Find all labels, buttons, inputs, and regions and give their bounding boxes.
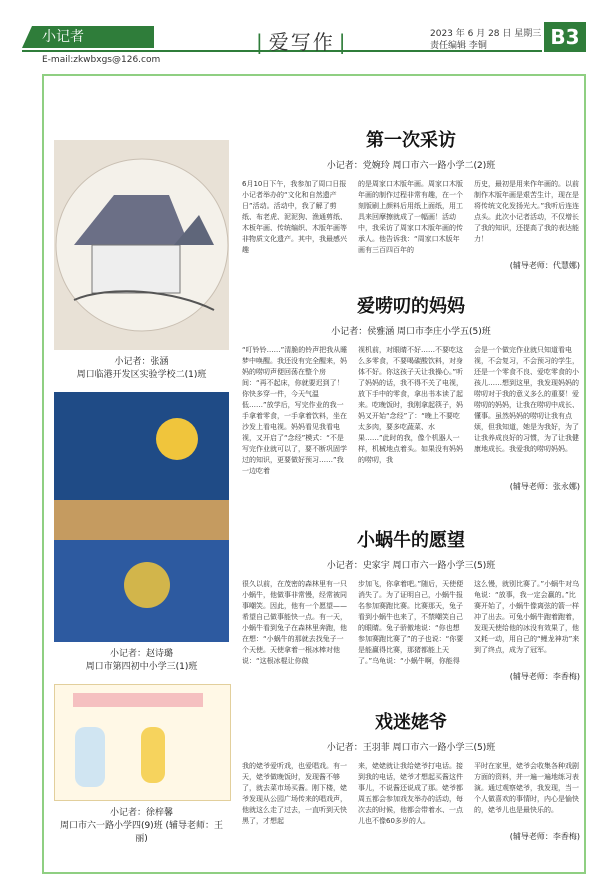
article-1-title: 第一次采访 xyxy=(366,130,456,151)
article-1-col2: 的是周家口木版年画。周家口木版年画的制作过程非常有趣，在一个刻版刷上颜料后用纸上面纸，用工具来回摩擦就成了一幅画！活动中，我采访了周家口木版年画的传承人。他告诉我：“周家口木版年画有三百四百年的 xyxy=(358,180,463,254)
caption-1: 小记者：张涵 周口临港开发区实验学校二(1)班 xyxy=(76,357,207,380)
scene-figure-right xyxy=(141,727,165,783)
article-3-teacher: (辅导老师：李香梅) xyxy=(509,672,580,681)
article-4-col1: 我的姥爷爱听戏，也爱唱戏。有一天，姥爷做晚饭时，发现酱不够了，就去菜市场买酱。刚下楼，姥爷发现从公园广场传来的唱戏声，他就这么走了过去，一直听到天快黑了，才想起 xyxy=(242,762,347,825)
brand-banner: 小记者 xyxy=(22,26,154,48)
article-4-byline: 小记者：王羽菲 周口市六一路小学三(5)班 xyxy=(326,743,496,753)
artwork-moon xyxy=(54,392,229,642)
article-2-teacher: (辅导老师：张永娜) xyxy=(509,482,580,491)
editor: 责任编辑 李铜 xyxy=(430,41,487,51)
article-4-col2: 来，姥姥就让我给姥爷打电话。接到我的电话，姥爷才想起买酱这件事儿，不说酱还说成了那。姥爷都周五都会参加戏友举办的活动，每次去的时候，他都会带着水、一点儿也不像60多岁的人。 xyxy=(358,762,463,825)
caption-2: 小记者：赵诗璐 周口市第四初中小学三(1)班 xyxy=(85,649,198,672)
article-2-col3: 会是一个做完作业就只知道看电视，不会复习，不会预习的学生，还是一个零食不良、爱吃零食的小孩儿……想到这里，我发现妈妈的唠叨对于我的意义多么的重要！爱唠叨的妈妈，让我在唠叨中成长、懂事。虽然妈妈的唠叨让我有点烦，但我知道，她是为我好，为了让我养成良好的习惯，为了让我健康地成长。我爱我的唠叨妈妈。 xyxy=(474,346,579,453)
article-1-col3: 历史，最初是用来作年画的。以前制作木版年画是艰苦生计，现在是将传统文化发扬光大。”我听后连连点头。此次小记者活动，不仅增长了我的知识，还提高了我的表达能力！ xyxy=(474,180,580,243)
article-1-col1: 6月10日下午，我参加了周口日报小记者举办的“文化和自然遗产日”活动。活动中，我了解了剪纸、布老虎、泥泥狗、渔通剪纸、木板年画、传统编织、木版年画等非物质文化遗产。其中，我最感兴趣 xyxy=(242,180,347,254)
article-4-teacher: (辅导老师：李香梅) xyxy=(509,832,580,841)
article-2-title: 爱唠叨的妈妈 xyxy=(357,296,465,317)
scene-figure-left xyxy=(75,727,105,787)
article-3-col2: 步加飞，你拿着吧。”随后，天使便消失了。为了证明自己，小蜗牛报名参加赛跑比赛。比赛那天，兔子看到小蜗牛也来了，不禁嘲笑自己的眼睛。兔子骄傲地说：“你也想参加赛跑比赛了”的子也说：“你要是能赢得比赛，那猪都能上天了。”乌龟说：“小蜗牛啊，你能得 xyxy=(358,580,464,665)
email: E-mail:zkwbxgs@126.com xyxy=(42,55,161,65)
page-header xyxy=(0,0,600,70)
moon-circle xyxy=(156,418,198,460)
page-number: B3 xyxy=(544,22,586,52)
issue-info xyxy=(430,28,541,52)
scene-banner xyxy=(73,693,203,707)
article-4 xyxy=(242,708,580,842)
issue-date: 2023 年 6 月 28 日 星期三 xyxy=(430,29,542,39)
article-3-col3: 这么慢，就别比赛了。”小蜗牛对乌龟说：“放事，我一定会赢的。”比赛开始了，小蜗牛像离弦的箭一样冲了出去。可兔小蜗牛跑着跑着，发现天使给他的冰没有效果了，他又耗一动，用自己的“鲤龙神功”来到了终点，成为了冠军。 xyxy=(474,580,580,654)
article-3-col1: 很久以前，在茂密的森林里有一只小蜗牛，他做事非常慢，经常被同事嘲笑。因此，他有一个愿望——希望自己做事能快一点。有一天，小蜗牛看到兔子在森林里奔跑，他在想：“小蜗牛的那就去找兔子一个天使。天使拿着一根冰棒对他说：“这根冰棍让你做 xyxy=(242,580,347,665)
article-3-title: 小蜗牛的愿望 xyxy=(357,530,465,551)
moon-reflection xyxy=(124,562,170,608)
frame-bottom-rule xyxy=(42,872,586,874)
article-1-byline: 小记者：党婉玲 周口市六一路小学二(2)班 xyxy=(326,161,496,171)
article-1 xyxy=(242,126,580,271)
caption-3: 小记者：徐梓馨 周口市六一路小学四(9)班 (辅导老师：王丽) xyxy=(59,808,224,844)
section-title: | 爱写作 | xyxy=(252,26,352,55)
article-4-col3: 平时在家里，姥爷会收集各种戏剧方面的资料，并一遍一遍地练习表演。通过观察姥爷，我发现，当一个人做喜欢的事情时，内心是愉快的，姥爷儿也是最快乐的。 xyxy=(474,762,579,814)
article-2-byline: 小记者：侯雅涵 周口市李庄小学五(5)班 xyxy=(331,327,491,337)
article-4-title: 戏迷姥爷 xyxy=(375,712,447,733)
shore xyxy=(54,500,229,540)
article-2-col2: 视机前，对眼睛不好……不要吃这么多零食，不要喝碳酸饮料，对身体不好。你这孩子天让我操心。”听了妈妈的话，我不得不关了电视，放下手中的零食，拿出书本读了起来。吃晚饭时，我刚拿起筷子，妈妈又开始“念经”了：“晚上不要吃太多肉，要多吃蔬菜、水果……”此时的我，像个机器人一样，机械地点着头。如果没有妈妈的唠叨，我 xyxy=(358,346,464,464)
artwork-scene xyxy=(54,684,231,801)
article-3-byline: 小记者：史家宇 周口市六一路小学三(5)班 xyxy=(326,561,496,571)
article-2-col1: “叮铃铃……”清脆的铃声把我从睡梦中唤醒。我还没有完全醒来，妈妈的唠叨声便回荡在整个房间：“再不起床，你就要迟到了！你快多穿一件，今天气温低……”放学后，写完作业的我一手拿着零食，一手拿着饮料，坐在沙发上看电视。妈妈看见我看电视，又开启了“念经”模式：“不是写完作业就可以了，要不断巩固学过的知识，更要做好预习……”我一边吃着 xyxy=(242,346,348,475)
article-3 xyxy=(242,526,580,682)
artwork-sidebar xyxy=(54,140,229,856)
village-painting xyxy=(54,140,229,350)
artwork-village xyxy=(54,140,229,350)
article-1-teacher: (辅导老师：代慧娜) xyxy=(509,261,580,270)
article-2 xyxy=(242,292,580,492)
